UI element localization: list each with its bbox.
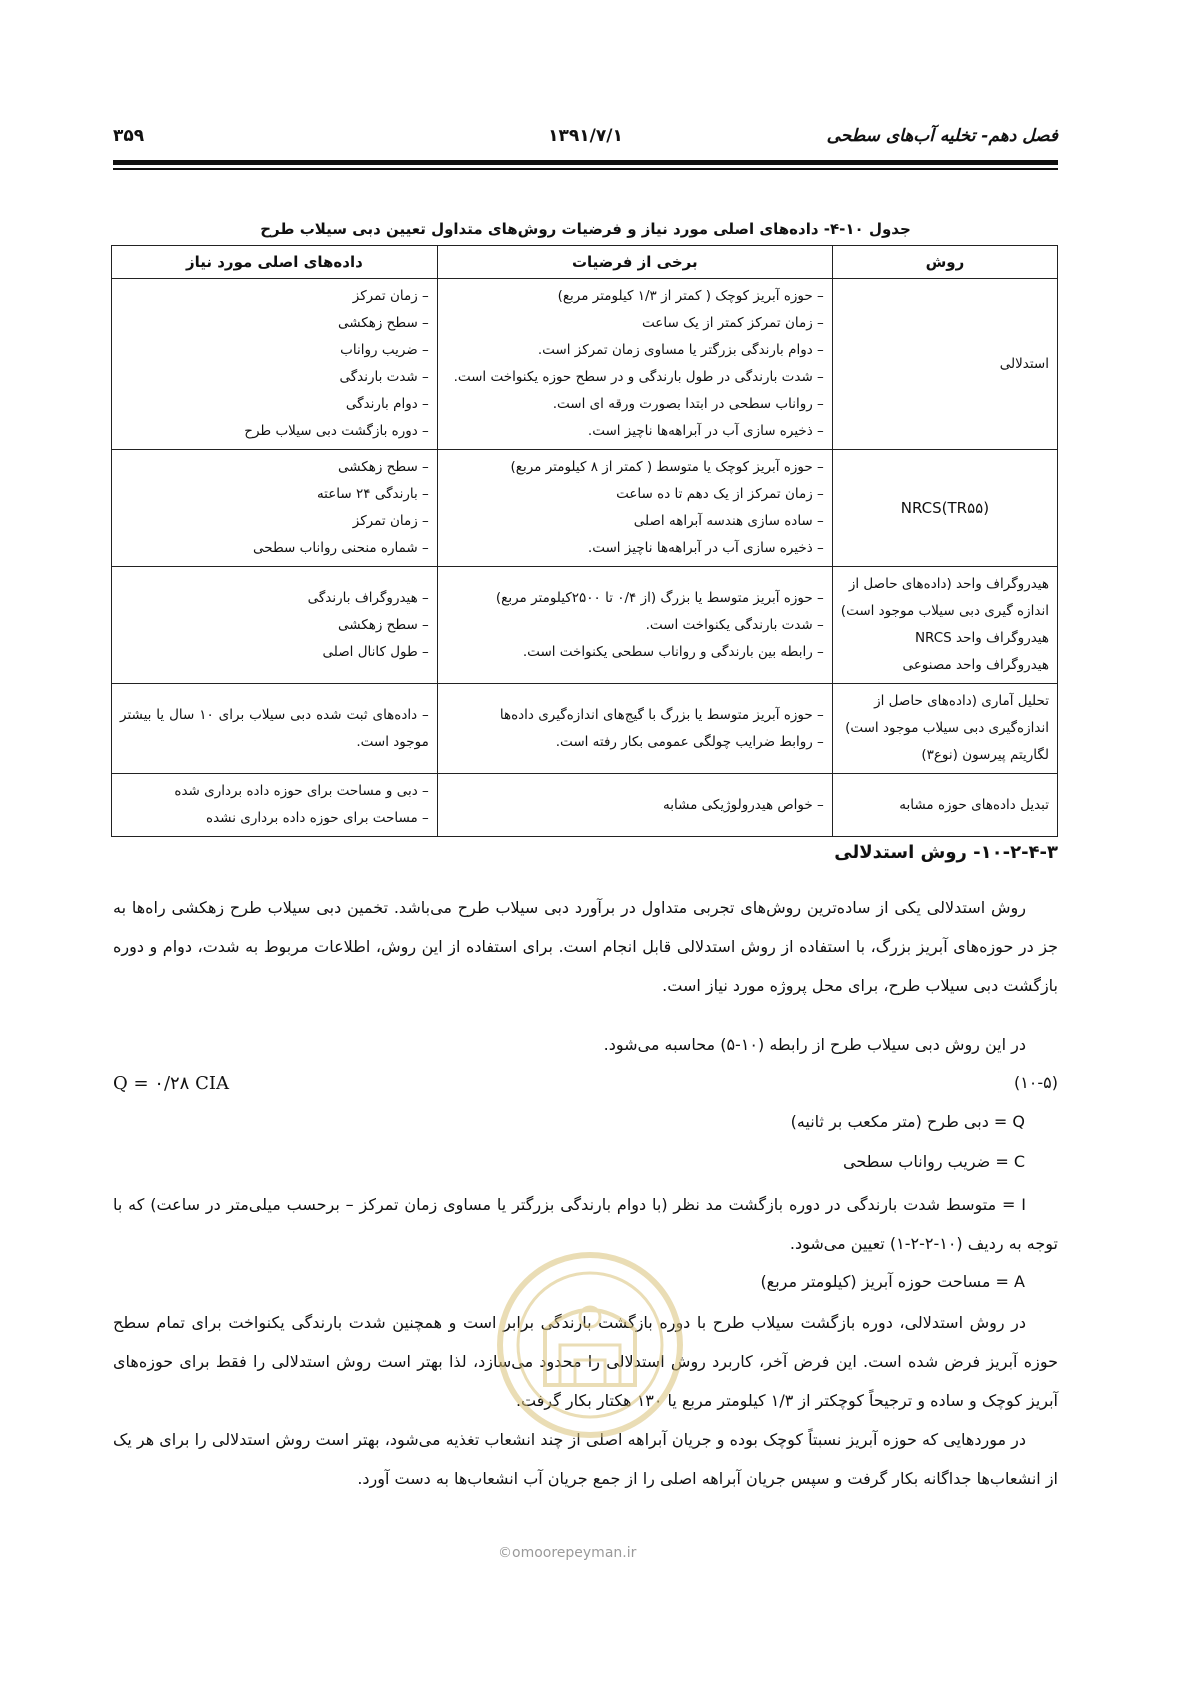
- definition-q: Q = دبی طرح (متر مکعب بر ثانیه): [790, 1112, 1025, 1131]
- assumptions-cell: [437, 684, 832, 774]
- paragraph-branches: در موردهایی که حوزه آبریز نسبتاً کوچک بوده و جریان آبراهه اصلی از چند انشعاب تغذیه می‌شود، بهتر است روش استدلالی را برای هر یک از انشعاب‌ها جداگانه بکار گرفت و سپس جریان آبراهه اصلی را از جمع جریان آب انشعاب‌ها به دست آورد.: [113, 1430, 1058, 1488]
- data-line: – ضریب رواناب: [340, 342, 429, 358]
- data-line: – هیدروگراف بارندگی: [307, 589, 429, 606]
- data-text: – داده‌های ثبت شده دبی سیلاب برای ۱۰ سال یا بیشتر موجود است.: [120, 706, 429, 750]
- method-line: استدلالی: [999, 355, 1049, 372]
- definition-c: C = ضریب رواناب سطحی: [843, 1152, 1025, 1171]
- data-line: – سطح زهکشی: [337, 315, 429, 331]
- data-line: – دوره بازگشت دبی سیلاب طرح: [244, 423, 429, 439]
- formula: Q = ۰/۲۸ CIA: [113, 1073, 229, 1094]
- data-line: – دوام بارندگی: [345, 396, 429, 412]
- method-line: هیدروگراف واحد NRCS: [914, 630, 1049, 646]
- method-line: اندازه گیری دبی سیلاب موجود است): [840, 603, 1049, 619]
- method-line: NRCS(TR۵۵): [900, 498, 990, 517]
- data-line: – دبی و مساحت برای حوزه داده برداری شده: [174, 783, 429, 799]
- header-data: داده‌های اصلی مورد نیاز: [112, 246, 438, 279]
- page-number: ۳۵۹: [113, 126, 145, 146]
- data-line: – بارندگی ۲۴ ساعته: [316, 486, 429, 502]
- method-line: تبدیل داده‌های حوزه مشابه: [899, 796, 1049, 813]
- methods-table: [111, 245, 1058, 837]
- method-line: هیدروگراف واحد (داده‌های حاصل از: [848, 576, 1049, 592]
- paragraph-formula-intro: در این روش دبی سیلاب طرح از رابطه (۱۰-۵) محاسبه می‌شود.: [603, 1035, 1026, 1054]
- table-caption: جدول ۱۰-۴- داده‌های اصلی مورد نیاز و فرضیات روش‌های متداول تعیین دبی سیلاب طرح: [260, 220, 911, 238]
- assumption-line: – شدت بارندگی در طول بارندگی و در سطح حوزه یکنواخت است.: [453, 369, 824, 385]
- assumption-line: – شدت بارندگی یکنواخت است.: [645, 616, 824, 633]
- assumption-line: – ذخیره سازی آب در آبراهه‌ها ناچیز است.: [587, 423, 824, 439]
- header-assumptions: برخی از فرضیات: [437, 246, 832, 279]
- data-line: – مساحت برای حوزه داده برداری نشده: [206, 810, 429, 826]
- assumption-line: – حوزه آبریز متوسط یا بزرگ (از ۰/۴ تا ۲۵۰۰کیلومتر مربع): [495, 589, 824, 606]
- assumption-line: – رابطه بین بارندگی و رواناب سطحی یکنواخت است.: [522, 643, 824, 660]
- header-method: روش: [832, 246, 1057, 279]
- table-row: [112, 684, 1058, 774]
- table-header-row: [112, 246, 1058, 279]
- header-date: ۱۳۹۱/۷/۱: [548, 126, 623, 146]
- data-line: – طول کانال اصلی: [322, 643, 429, 660]
- assumption-line: – ذخیره سازی آب در آبراهه‌ها ناچیز است.: [587, 540, 824, 556]
- chapter-title: فصل دهم- تخلیه آب‌های سطحی: [826, 126, 1058, 146]
- method-cell: [832, 774, 1057, 837]
- assumption-line: – خواص هیدرولوژیکی مشابه: [663, 796, 824, 813]
- assumption-line: – زمان تمرکز از یک دهم تا ده ساعت: [616, 486, 824, 502]
- assumption-line: – حوزه آبریز کوچک یا متوسط ( کمتر از ۸ کیلومتر مربع): [510, 459, 824, 475]
- assumptions-cell: [437, 774, 832, 837]
- method-cell: [832, 450, 1057, 567]
- assumptions-cell: [437, 567, 832, 684]
- data-cell: [112, 684, 438, 774]
- definition-a: A = مساحت حوزه آبریز (کیلومتر مربع): [760, 1272, 1025, 1291]
- data-line: – سطح زهکشی: [337, 616, 429, 633]
- paragraph-intro: روش استدلالی یکی از ساده‌ترین روش‌های تجربی متداول در برآورد دبی سیلاب طرح می‌باشد. تخمین دبی سیلاب طرح زهکشی راه‌ها به جز در حوزه‌های آبریز بزرگ، با استفاده از روش استدلالی قابل انجام است. برای استفاده از این روش، اطلاعات مربوط به شدت، دوام و دوره بازگشت دبی سیلاب طرح، برای محل پروژه مورد نیاز است.: [113, 898, 1058, 995]
- method-cell: [832, 684, 1057, 774]
- assumption-line: – ساده سازی هندسه آبراهه اصلی: [633, 513, 824, 529]
- data-line: – زمان تمرکز: [352, 288, 429, 304]
- assumptions-cell: [437, 279, 832, 450]
- data-cell: [112, 774, 438, 837]
- method-line: تحلیل آماری (داده‌های حاصل از: [874, 693, 1049, 709]
- data-line: – سطح زهکشی: [337, 459, 429, 475]
- assumption-line: – زمان تمرکز کمتر از یک ساعت: [642, 315, 824, 331]
- data-cell: [112, 279, 438, 450]
- assumption-line: – حوزه آبریز متوسط یا بزرگ با گیج‌های اندازه‌گیری داده‌ها: [499, 706, 824, 723]
- table-row: [112, 279, 1058, 450]
- watermark-logo: [490, 1235, 690, 1465]
- assumptions-cell: [437, 450, 832, 567]
- watermark-url: ©omoorepeyman.ir: [498, 1545, 637, 1561]
- method-line: هیدروگراف واحد مصنوعی: [902, 657, 1049, 673]
- definition-i: I = متوسط شدت بارندگی در دوره بازگشت مد نظر (با دوام بارندگی بزرگتر یا مساوی زمان تمرکز – برحسب میلی‌متر در ساعت) که با توجه به ردیف (۱۰-۲-۲-۱) تعیین می‌شود.: [113, 1195, 1058, 1253]
- assumption-line: – رواناب سطحی در ابتدا بصورت ورقه ای است.: [552, 396, 824, 412]
- header-rule-thin: [113, 168, 1058, 170]
- table-row: [112, 450, 1058, 567]
- equation-number: (۱۰-۵): [1013, 1073, 1058, 1092]
- data-line: – شماره منحنی رواناب سطحی: [252, 540, 429, 556]
- method-cell: [832, 567, 1057, 684]
- section-title: ۱۰-۲-۴-۳- روش استدلالی: [834, 842, 1058, 863]
- copyright-icon: ©: [498, 1545, 512, 1561]
- table-row: [112, 774, 1058, 837]
- assumption-line: – روابط ضرایب چولگی عمومی بکار رفته است.: [555, 733, 824, 750]
- method-cell: [832, 279, 1057, 450]
- assumption-line: – حوزه آبریز کوچک ( کمتر از ۱/۳ کیلومتر مربع): [557, 288, 824, 304]
- header-rule-thick: [113, 160, 1058, 165]
- data-line: – شدت بارندگی: [339, 369, 429, 385]
- paragraph-assumption: در روش استدلالی، دوره بازگشت سیلاب طرح با دوره بازگشت بارندگی برابر است و همچنین شدت بارندگی یکنواخت برای تمام سطح حوزه آبریز فرض شده است. این فرض آخر، کاربرد روش استدلالی را محدود می‌سازد، لذا بهتر است روش استدلالی را فقط برای حوزه‌های آبریز کوچک و ساده و ترجیحاً کوچکتر از ۱/۳ کیلومتر مربع یا ۱۳۰ هکتار بکار گرفت.: [113, 1313, 1058, 1410]
- method-line: لگاریتم پیرسون (نوع۳): [921, 747, 1049, 763]
- data-cell: [112, 567, 438, 684]
- table-row: [112, 567, 1058, 684]
- method-line: اندازه‌گیری دبی سیلاب موجود است): [845, 720, 1049, 736]
- data-cell: [112, 450, 438, 567]
- running-header: [113, 126, 1058, 152]
- data-line: – زمان تمرکز: [352, 513, 429, 529]
- assumption-line: – دوام بارندگی بزرگتر یا مساوی زمان تمرکز است.: [537, 342, 824, 358]
